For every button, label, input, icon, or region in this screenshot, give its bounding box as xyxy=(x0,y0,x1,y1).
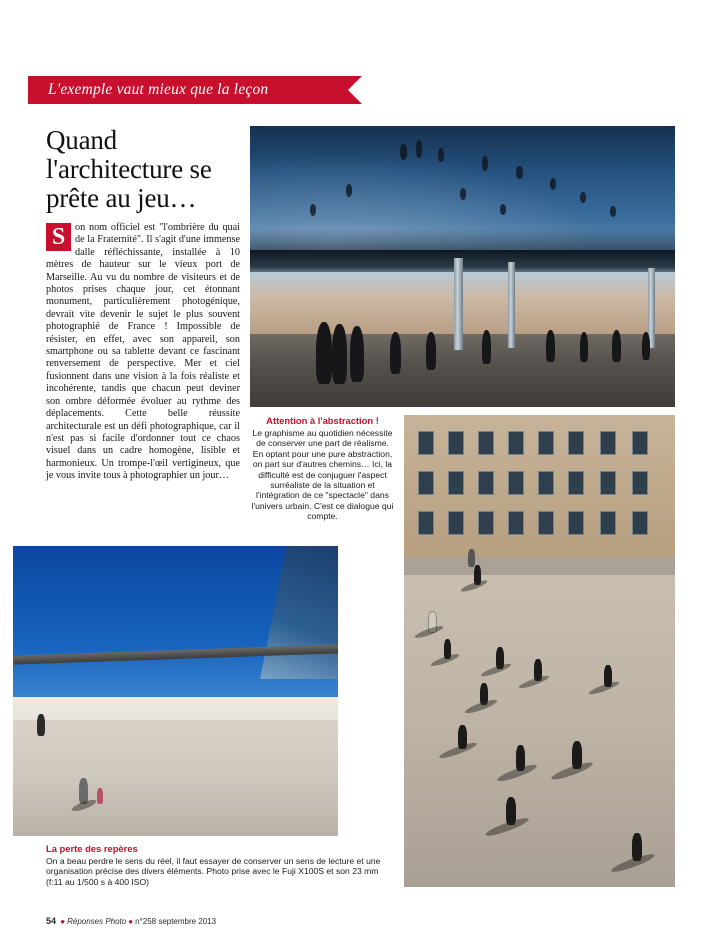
reflection-figure xyxy=(438,148,444,162)
photo-plaza-overhead xyxy=(404,415,675,887)
reflection-figure xyxy=(400,144,407,160)
facade-window xyxy=(600,471,616,495)
section-banner-tail xyxy=(348,76,362,104)
footer-separator: ● xyxy=(60,917,66,926)
person-silhouette xyxy=(390,332,401,374)
facade-window xyxy=(600,511,616,535)
person-silhouette xyxy=(482,330,491,364)
person-with-stroller xyxy=(468,549,475,567)
reflection-figure xyxy=(610,206,616,217)
ground-plane xyxy=(13,720,338,836)
facade-window xyxy=(568,431,584,455)
facade-window xyxy=(508,511,524,535)
reflection-figure xyxy=(416,140,422,158)
facade-window xyxy=(538,511,554,535)
person-silhouette xyxy=(612,330,621,362)
reflection-figure xyxy=(500,204,506,215)
facade-window xyxy=(448,431,464,455)
facade-window xyxy=(478,431,494,455)
facade-window xyxy=(478,471,494,495)
facade-window xyxy=(538,471,554,495)
facade-window xyxy=(632,511,648,535)
person-silhouette xyxy=(316,322,332,384)
facade-window xyxy=(448,471,464,495)
photo-blue-sky-wall xyxy=(13,546,338,836)
reflection-figure xyxy=(580,192,586,203)
facade-window xyxy=(478,511,494,535)
person-silhouette xyxy=(426,332,436,370)
facade-window xyxy=(600,431,616,455)
photo-mirrored-canopy xyxy=(250,126,675,407)
ground-shadow-band xyxy=(404,557,675,575)
facade-window xyxy=(632,471,648,495)
footer-page-number: 54 xyxy=(46,916,57,926)
child-walking xyxy=(97,788,103,804)
canopy-pillar xyxy=(508,262,515,348)
article-body-text: on nom officiel est "l'ombrière du quai de la Fraternité". Il s'agit d'une immense dalle réfléchissante, installée à 10 mètres de hauteur sur le vieux port de Marseille. Au vu du nombre de visiteurs et de photos prises chaque jour, cet étonnant monument, particulièrement photogénique, devrait vite devenir le sujet le plus souvent photographié de France ! Impossible de résister, en effet, avec son appareil, son smartphone ou sa tablette devant ce fascinant renversement de perspective. Mer et ciel fusionnent dans une vision à la fois réaliste et incohérente, tandis que chacun peut deviner son ombre déformée évoluer au rythme des déplacements. Cette belle réussite architecturale est un défi photographique, car il n'est pas si facile d'ordonner tout ce chaos visuel dans un cadre homogène, lisible et harmonieux. Un trompe-l'œil vertigineux, que je vous invite tous à photographier un jour… xyxy=(46,222,240,482)
person-silhouette xyxy=(350,326,364,382)
facade-window xyxy=(508,471,524,495)
drop-cap: S xyxy=(46,223,71,251)
page-footer xyxy=(46,916,216,926)
facade-window xyxy=(538,431,554,455)
reflection-figure xyxy=(550,178,556,190)
person-silhouette xyxy=(642,332,650,360)
reflection-figure xyxy=(482,156,488,171)
footer-separator: ● xyxy=(128,917,134,926)
caption-reperes-body: On a beau perdre le sens du réel, il faut essayer de conserver un sens de lecture et une organisation précise des divers éléments. Photo prise avec le Fuji X100S et son 23 mm (f:11 au 1/500 s à 400 ISO) xyxy=(46,856,381,887)
facade-window xyxy=(568,511,584,535)
facade-window xyxy=(448,511,464,535)
person-silhouette xyxy=(580,332,588,362)
facade-window xyxy=(632,431,648,455)
facade-window xyxy=(418,511,434,535)
person-silhouette xyxy=(332,324,347,384)
article-body xyxy=(46,222,240,483)
person-seated xyxy=(37,714,45,736)
person-silhouette xyxy=(546,330,555,362)
facade-window xyxy=(568,471,584,495)
caption-abstraction-body: Le graphisme au quotidien nécessite de conserver une part de réalisme. En optant pour une pure abstraction, on part sur d'autres chemins… Ici, la difficulté est de conjuguer l'aspect surréaliste de la situation et l'intégration de ce "spectacle" dans l'univers urbain. C'est ce dialogue qui compte. xyxy=(251,428,394,522)
reflection-figure xyxy=(346,184,352,197)
canopy-pillar xyxy=(454,258,463,350)
caption-reperes-title: La perte des repères xyxy=(46,843,138,854)
article-headline: Quand l'architecture se prête au jeu… xyxy=(46,125,212,213)
facade-window xyxy=(418,471,434,495)
reflection-figure xyxy=(460,188,466,200)
reflection-figure xyxy=(310,204,316,216)
reflection-figure xyxy=(516,166,523,179)
section-banner-label: L'exemple vaut mieux que la leçon xyxy=(48,81,269,98)
facade-window xyxy=(418,431,434,455)
footer-issue: n°258 septembre 2013 xyxy=(135,917,217,926)
facade-window xyxy=(508,431,524,455)
caption-abstraction-title: Attention à l'abstraction ! xyxy=(266,415,379,426)
footer-magazine: Réponses Photo xyxy=(67,917,127,926)
